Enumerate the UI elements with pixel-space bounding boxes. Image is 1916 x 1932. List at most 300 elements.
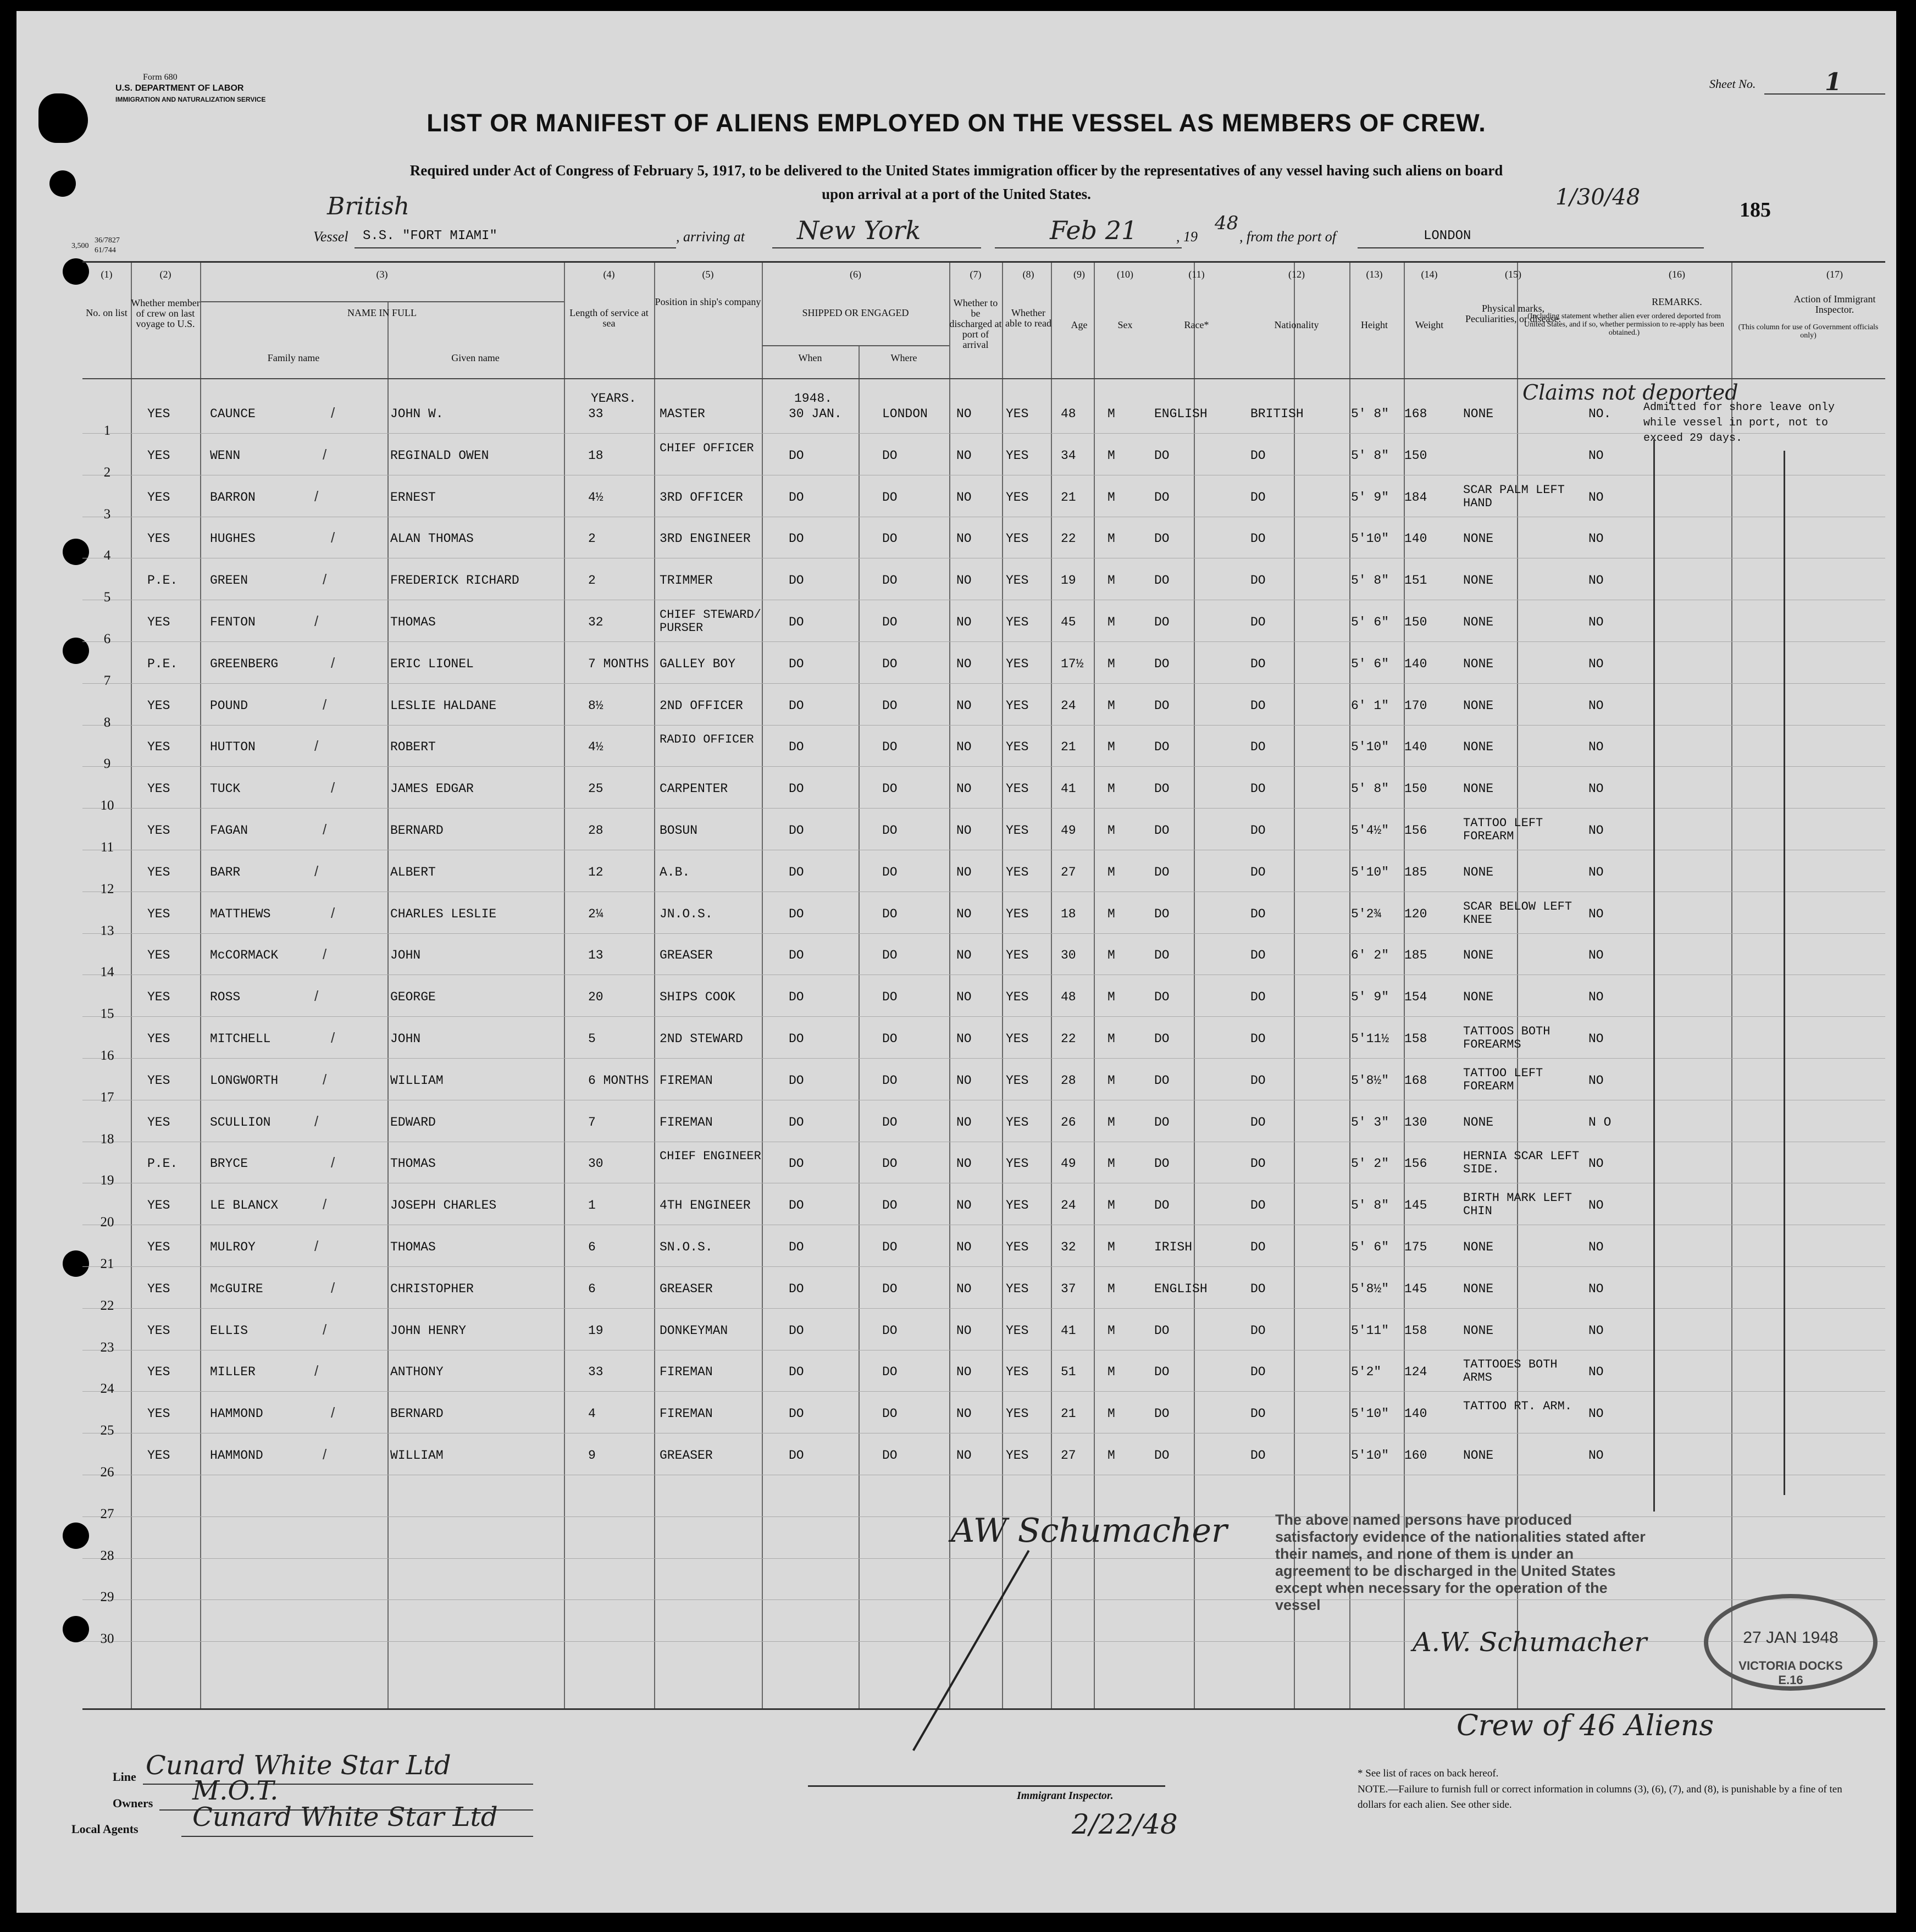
row-number: 2	[103, 464, 111, 480]
crew-marks: TATTOO RT. ARM.	[1463, 1399, 1572, 1414]
tick-mark: /	[331, 1404, 335, 1421]
crew-read: YES	[1006, 698, 1029, 713]
crew-marks: SCAR PALM LEFT HAND	[1463, 483, 1565, 510]
crew-read: YES	[1006, 1323, 1029, 1338]
crew-height: 5' 6"	[1351, 1240, 1389, 1254]
crew-sex: M	[1107, 1240, 1115, 1254]
column-label: Physical marks, Peculiarities, or disease.	[1465, 303, 1561, 324]
crew-marks: HERNIA SCAR LEFT SIDE.	[1463, 1149, 1580, 1177]
crew-nationality: DO	[1250, 865, 1266, 879]
column-label: Action of Immigrant Inspector.	[1793, 294, 1876, 315]
crew-height: 5'10"	[1351, 740, 1389, 755]
crew-race: DO	[1154, 1198, 1170, 1213]
column-label: NAME IN FULL	[347, 307, 417, 318]
crew-marks: NONE	[1463, 1115, 1494, 1130]
crew-family: CAUNCE	[210, 407, 256, 421]
crew-age: 24	[1061, 698, 1076, 713]
crew-service: 1	[588, 1198, 596, 1213]
crew-where: DO	[882, 865, 898, 879]
crew-remarks: NO	[1588, 1281, 1604, 1296]
crew-height: 5'10"	[1351, 532, 1389, 546]
years-label: YEARS.	[591, 391, 636, 406]
row-number: 25	[100, 1423, 114, 1438]
tick-mark: /	[323, 1196, 327, 1213]
agents-underline	[181, 1836, 533, 1837]
print-code: 3,500	[71, 242, 89, 250]
crew-when: DO	[789, 1156, 804, 1171]
crew-marks: NONE	[1463, 615, 1494, 629]
tick-mark: /	[323, 946, 327, 963]
crew-prev: YES	[147, 1323, 170, 1338]
crew-where: DO	[882, 532, 898, 546]
crew-discharge: NO	[956, 865, 972, 879]
crew-discharge: NO	[956, 656, 972, 671]
crew-position: CHIEF ENGINEER	[660, 1149, 761, 1164]
row-number: 14	[100, 965, 114, 980]
subheader-where: Where	[890, 352, 917, 363]
crew-discharge: NO	[956, 490, 972, 505]
crew-marks: TATTOO LEFT FOREARM	[1463, 816, 1543, 843]
crew-where: DO	[882, 1365, 898, 1380]
crew-remarks: N O	[1588, 1115, 1612, 1130]
crew-discharge: NO	[956, 448, 972, 463]
row-number: 13	[100, 923, 114, 938]
crew-marks: NONE	[1463, 1448, 1494, 1463]
crew-given: ROBERT	[390, 740, 436, 755]
row-number: 5	[103, 590, 111, 605]
crew-family: McCORMACK	[210, 948, 279, 963]
crew-service: 33	[588, 1365, 603, 1380]
crew-when: DO	[789, 698, 804, 713]
crew-service: 32	[588, 615, 603, 629]
tick-mark: /	[314, 1238, 319, 1254]
crew-prev: P.E.	[147, 1156, 178, 1171]
crew-position: CHIEF OFFICER	[660, 441, 754, 455]
row-rule	[82, 641, 1885, 642]
crew-age: 45	[1061, 615, 1076, 629]
crew-marks: NONE	[1463, 1323, 1494, 1338]
crew-weight: 145	[1404, 1198, 1427, 1213]
crew-count: Crew of 46 Aliens	[1457, 1709, 1714, 1742]
crew-position: 2ND OFFICER	[660, 698, 743, 713]
row-number: 17	[100, 1089, 114, 1105]
column-label: Nationality	[1274, 319, 1319, 330]
crew-height: 5'2¾	[1351, 906, 1382, 921]
race-note: * See list of races on back hereof.	[1358, 1768, 1499, 1779]
crew-remarks: NO	[1588, 782, 1604, 796]
crew-read: YES	[1006, 782, 1029, 796]
crew-where: DO	[882, 948, 898, 963]
crew-sex: M	[1107, 865, 1115, 879]
crew-age: 51	[1061, 1365, 1076, 1380]
crew-where: DO	[882, 1032, 898, 1046]
crew-sex: M	[1107, 1448, 1115, 1463]
crew-nationality: DO	[1250, 740, 1266, 755]
crew-height: 5'11"	[1351, 1323, 1389, 1338]
crew-sex: M	[1107, 1032, 1115, 1046]
crew-nationality: DO	[1250, 1448, 1266, 1463]
crew-age: 48	[1061, 407, 1076, 421]
crew-read: YES	[1006, 823, 1029, 838]
column-label: Whether able to read	[1005, 307, 1051, 329]
crew-family: BARR	[210, 865, 241, 879]
crew-discharge: NO	[956, 1156, 972, 1171]
crew-discharge: NO	[956, 532, 972, 546]
form-title: LIST OR MANIFEST OF ALIENS EMPLOYED ON THE VESSEL AS MEMBERS OF CREW.	[427, 109, 1486, 137]
crew-height: 5'10"	[1351, 865, 1389, 879]
crew-prev: YES	[147, 1115, 170, 1130]
subheader-action-note: (This column for use of Government officials only)	[1738, 323, 1879, 340]
crew-nationality: DO	[1250, 698, 1266, 713]
crew-when: DO	[789, 1448, 804, 1463]
crew-prev: YES	[147, 865, 170, 879]
crew-position: MASTER	[660, 407, 705, 421]
column-label: Position in ship's company	[655, 296, 761, 307]
crew-family: ROSS	[210, 990, 241, 1005]
vessel-label: Vessel	[313, 229, 348, 245]
crew-prev: YES	[147, 1198, 170, 1213]
row-number: 26	[100, 1465, 114, 1480]
crew-age: 17½	[1061, 656, 1084, 671]
crew-race: DO	[1154, 1448, 1170, 1463]
crew-weight: 156	[1404, 1156, 1427, 1171]
crew-given: EDWARD	[390, 1115, 436, 1130]
column-number: (10)	[1117, 269, 1133, 280]
crew-discharge: NO	[956, 1448, 972, 1463]
crew-age: 32	[1061, 1240, 1076, 1254]
crew-age: 49	[1061, 1156, 1076, 1171]
crew-weight: 120	[1404, 906, 1427, 921]
crew-given: FREDERICK RICHARD	[390, 573, 519, 588]
column-label: Sex	[1117, 319, 1133, 330]
crew-family: LE BLANCX	[210, 1198, 279, 1213]
crew-discharge: NO	[956, 906, 972, 921]
crew-given: LESLIE HALDANE	[390, 698, 497, 713]
agents-label: Local Agents	[71, 1822, 139, 1836]
crew-age: 18	[1061, 906, 1076, 921]
crew-when: DO	[789, 823, 804, 838]
crew-given: CHRISTOPHER	[390, 1281, 474, 1296]
crew-given: JAMES EDGAR	[390, 782, 474, 796]
crew-discharge: NO	[956, 740, 972, 755]
crew-remarks: NO	[1588, 1240, 1604, 1254]
crew-remarks: NO	[1588, 490, 1604, 505]
crew-where: DO	[882, 656, 898, 671]
crew-service: 33	[588, 407, 603, 421]
crew-age: 21	[1061, 1407, 1076, 1421]
crew-position: 3RD OFFICER	[660, 490, 743, 505]
crew-family: GREEN	[210, 573, 248, 588]
row-rule	[82, 683, 1885, 684]
crew-nationality: DO	[1250, 782, 1266, 796]
crew-position: A.B.	[660, 865, 690, 879]
column-label: REMARKS.	[1652, 296, 1702, 307]
column-number: (15)	[1505, 269, 1521, 280]
crew-nationality: DO	[1250, 1156, 1266, 1171]
signature-2: A.W. Schumacher	[1413, 1627, 1647, 1658]
crew-sex: M	[1107, 1198, 1115, 1213]
row-number: 3	[103, 506, 111, 522]
crew-read: YES	[1006, 1032, 1029, 1046]
crew-sex: M	[1107, 782, 1115, 796]
crew-discharge: NO	[956, 1407, 972, 1421]
crew-position: 2ND STEWARD	[660, 1032, 743, 1046]
crew-remarks: NO	[1588, 865, 1604, 879]
crew-given: JOHN W.	[390, 407, 444, 421]
crew-sex: M	[1107, 1115, 1115, 1130]
crew-position: CHIEF STEWARD/ PURSER	[660, 608, 761, 635]
crew-nationality: DO	[1250, 490, 1266, 505]
crew-nationality: DO	[1250, 990, 1266, 1005]
crew-age: 21	[1061, 490, 1076, 505]
tick-mark: /	[331, 904, 335, 921]
crew-nationality: DO	[1250, 948, 1266, 963]
crew-position: CARPENTER	[660, 782, 728, 796]
crew-when: DO	[789, 865, 804, 879]
crew-service: 8½	[588, 698, 603, 713]
crew-where: LONDON	[882, 407, 928, 421]
crew-height: 5'8½"	[1351, 1073, 1389, 1088]
crew-when: DO	[789, 1407, 804, 1421]
crew-position: TRIMMER	[660, 573, 713, 588]
crew-weight: 154	[1404, 990, 1427, 1005]
column-number: (8)	[1022, 269, 1034, 280]
crew-weight: 184	[1404, 490, 1427, 505]
year-hand: 48	[1215, 212, 1239, 234]
crew-family: HAMMOND	[210, 1407, 263, 1421]
year-prefix: , 19	[1176, 229, 1198, 245]
crew-when: DO	[789, 948, 804, 963]
crew-race: DO	[1154, 448, 1170, 463]
crew-sex: M	[1107, 656, 1115, 671]
column-number: (9)	[1073, 269, 1085, 280]
crew-given: THOMAS	[390, 1240, 436, 1254]
crew-sex: M	[1107, 1407, 1115, 1421]
crew-weight: 158	[1404, 1323, 1427, 1338]
crew-sex: M	[1107, 1073, 1115, 1088]
penalty-note: NOTE.—Failure to furnish full or correct information in columns (3), (6), (7), and (8), is punishable by a fine of ten dollars for each alien. See other side.	[1358, 1784, 1842, 1811]
crew-age: 48	[1061, 990, 1076, 1005]
crew-read: YES	[1006, 990, 1029, 1005]
crew-prev: YES	[147, 948, 170, 963]
crew-where: DO	[882, 698, 898, 713]
crew-race: DO	[1154, 1365, 1170, 1380]
crew-race: IRISH	[1154, 1240, 1193, 1254]
crew-where: DO	[882, 906, 898, 921]
crew-discharge: NO	[956, 782, 972, 796]
crew-sex: M	[1107, 948, 1115, 963]
crew-height: 5' 9"	[1351, 490, 1389, 505]
print-code: 36/7827	[95, 236, 120, 245]
owners-label: Owners	[113, 1796, 153, 1810]
remarks-bracket-line	[1653, 440, 1655, 1512]
crew-discharge: NO	[956, 698, 972, 713]
crew-weight: 124	[1404, 1365, 1427, 1380]
crew-nationality: DO	[1250, 906, 1266, 921]
row-number: 20	[100, 1215, 114, 1230]
crew-sex: M	[1107, 740, 1115, 755]
certification-stamp: The above named persons have produced satisfactory evidence of the nationalities stated after their names, and none of them is under an agreement to be discharged in the United States except when necessary for the operation of the vessel	[1275, 1512, 1646, 1613]
crew-service: 2¼	[588, 906, 603, 921]
crew-where: DO	[882, 1407, 898, 1421]
form-number: Form 680	[143, 73, 178, 82]
row-rule	[82, 1058, 1885, 1059]
crew-nationality: DO	[1250, 656, 1266, 671]
crew-race: DO	[1154, 1073, 1170, 1088]
arriving-underline	[772, 247, 981, 248]
crew-family: TUCK	[210, 782, 241, 796]
crew-read: YES	[1006, 906, 1029, 921]
crew-race: DO	[1154, 532, 1170, 546]
inspector-label: Immigrant Inspector.	[1017, 1790, 1114, 1802]
column-label: Length of service at sea	[569, 307, 649, 329]
crew-marks: NONE	[1463, 865, 1494, 879]
crew-read: YES	[1006, 1240, 1029, 1254]
crew-remarks: NO	[1588, 1365, 1604, 1380]
column-number: (6)	[850, 269, 861, 280]
crew-prev: YES	[147, 1240, 170, 1254]
crew-given: REGINALD OWEN	[390, 448, 489, 463]
crew-weight: 140	[1404, 1407, 1427, 1421]
crew-race: DO	[1154, 990, 1170, 1005]
tick-mark: /	[314, 1363, 319, 1380]
crew-discharge: NO	[956, 407, 972, 421]
crew-where: DO	[882, 490, 898, 505]
crew-remarks: NO.	[1588, 407, 1612, 421]
crew-discharge: NO	[956, 1115, 972, 1130]
crew-remarks: NO	[1588, 1073, 1604, 1088]
crew-prev: YES	[147, 740, 170, 755]
crew-prev: YES	[147, 698, 170, 713]
row-rule	[82, 725, 1885, 726]
date-stamp-ring: VICTORIA DOCKS E.16	[1738, 1659, 1843, 1687]
crew-read: YES	[1006, 656, 1029, 671]
crew-family: HAMMOND	[210, 1448, 263, 1463]
column-number: (5)	[702, 269, 714, 280]
crew-weight: 170	[1404, 698, 1427, 713]
crew-family: GREENBERG	[210, 656, 279, 671]
crew-where: DO	[882, 1240, 898, 1254]
crew-marks: BIRTH MARK LEFT CHIN	[1463, 1191, 1572, 1219]
crew-nationality: DO	[1250, 1115, 1266, 1130]
crew-service: 4	[588, 1407, 596, 1421]
subheader-remarks-note: (Including statement whether alien ever ordered deported from United States, and if so, whether permission to re-apply has been obtained.)	[1524, 312, 1724, 337]
column-number: (16)	[1669, 269, 1685, 280]
crew-when: DO	[789, 573, 804, 588]
crew-age: 24	[1061, 1198, 1076, 1213]
crew-when: DO	[789, 1115, 804, 1130]
crew-age: 49	[1061, 823, 1076, 838]
crew-height: 5' 2"	[1351, 1156, 1389, 1171]
crew-race: DO	[1154, 1115, 1170, 1130]
crew-remarks: NO	[1588, 1448, 1604, 1463]
date-underline	[995, 247, 1182, 248]
crew-sex: M	[1107, 532, 1115, 546]
crew-discharge: NO	[956, 1198, 972, 1213]
tick-mark: /	[314, 488, 319, 505]
row-number: 8	[103, 715, 111, 730]
crew-where: DO	[882, 1448, 898, 1463]
crew-position: FIREMAN	[660, 1115, 713, 1130]
crew-when: DO	[789, 490, 804, 505]
crew-weight: 145	[1404, 1281, 1427, 1296]
crew-marks: NONE	[1463, 698, 1494, 713]
line-value: Cunard White Star Ltd	[146, 1750, 451, 1781]
crew-discharge: NO	[956, 990, 972, 1005]
crew-read: YES	[1006, 615, 1029, 629]
row-number: 15	[100, 1006, 114, 1022]
crew-discharge: NO	[956, 948, 972, 963]
crew-where: DO	[882, 1198, 898, 1213]
crew-marks: NONE	[1463, 1281, 1494, 1296]
crew-read: YES	[1006, 865, 1029, 879]
received-date: 1/30/48	[1555, 185, 1641, 210]
crew-weight: 156	[1404, 823, 1427, 838]
row-number: 22	[100, 1298, 114, 1313]
manifest-page	[16, 11, 1896, 1913]
crew-discharge: NO	[956, 1323, 972, 1338]
crew-service: 20	[588, 990, 603, 1005]
crew-where: DO	[882, 990, 898, 1005]
remarks-handwritten: Claims not deported	[1522, 380, 1738, 405]
row-number: 1	[103, 423, 111, 438]
crew-where: DO	[882, 1281, 898, 1296]
crew-when: DO	[789, 532, 804, 546]
crew-marks: NONE	[1463, 1240, 1494, 1254]
tick-mark: /	[331, 654, 335, 671]
crew-nationality: DO	[1250, 1323, 1266, 1338]
tick-mark: /	[331, 779, 335, 796]
crew-remarks: NO	[1588, 615, 1604, 629]
crew-discharge: NO	[956, 823, 972, 838]
crew-nationality: DO	[1250, 615, 1266, 629]
crew-position: GREASER	[660, 1281, 713, 1296]
vessel-flag: British	[327, 192, 410, 220]
crew-remarks: NO	[1588, 573, 1604, 588]
arrival-date: Feb 21	[1050, 215, 1138, 245]
crew-nationality: DO	[1250, 1073, 1266, 1088]
tick-mark: /	[323, 821, 327, 838]
row-number: 28	[100, 1548, 114, 1563]
crew-nationality: DO	[1250, 1407, 1266, 1421]
crew-position: GALLEY BOY	[660, 656, 736, 671]
sheet-number: 1	[1825, 68, 1842, 96]
crew-where: DO	[882, 782, 898, 796]
crew-nationality: DO	[1250, 1281, 1266, 1296]
row-number: 30	[100, 1631, 114, 1647]
crew-remarks: NO	[1588, 1407, 1604, 1421]
crew-marks: TATTOO LEFT FOREARM	[1463, 1066, 1543, 1093]
crew-prev: YES	[147, 1407, 170, 1421]
crew-when: DO	[789, 615, 804, 629]
crew-weight: 185	[1404, 865, 1427, 879]
crew-age: 41	[1061, 782, 1076, 796]
column-label: SHIPPED OR ENGAGED	[802, 307, 909, 318]
crew-prev: YES	[147, 823, 170, 838]
crew-nationality: BRITISH	[1250, 407, 1304, 421]
crew-remarks: NO	[1588, 906, 1604, 921]
action-line	[1784, 451, 1785, 1495]
crew-service: 28	[588, 823, 603, 838]
crew-height: 6' 2"	[1351, 948, 1389, 963]
column-label: No. on list	[86, 307, 128, 318]
crew-given: ANTHONY	[390, 1365, 444, 1380]
crew-when: DO	[789, 906, 804, 921]
crew-given: JOHN	[390, 948, 421, 963]
crew-family: WENN	[210, 448, 241, 463]
crew-read: YES	[1006, 573, 1029, 588]
crew-read: YES	[1006, 948, 1029, 963]
